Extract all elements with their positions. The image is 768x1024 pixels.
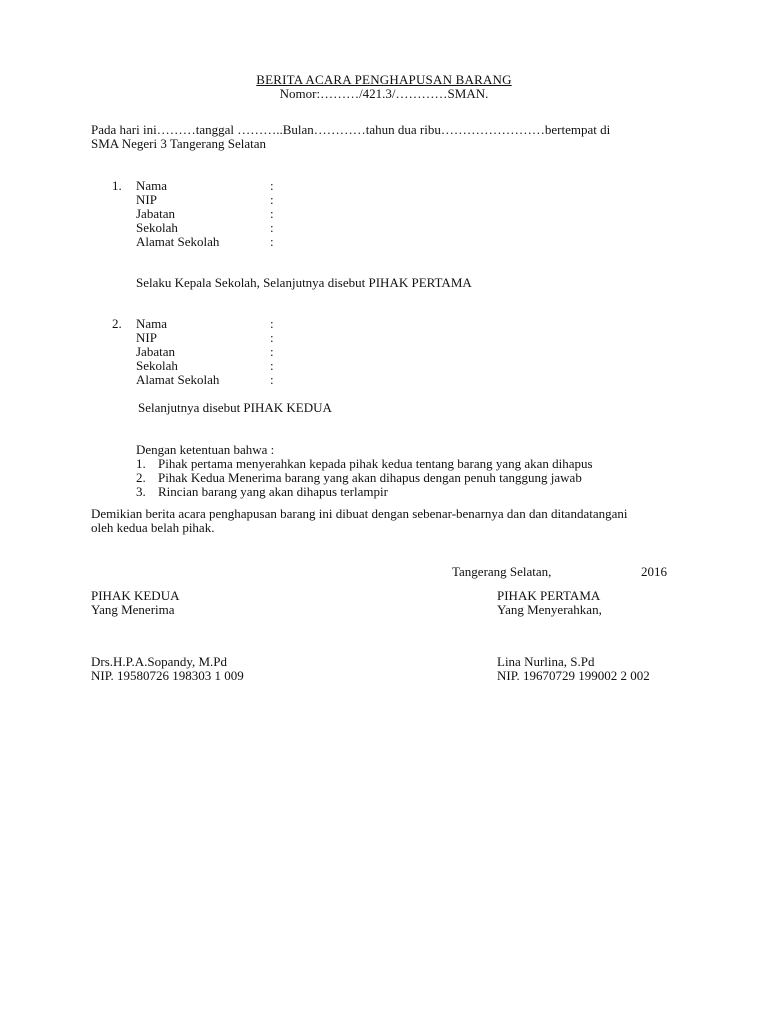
intro-line-1: Pada hari ini………tanggal ………..Bulan…………tahun dua ribu……………………bertempat di bbox=[91, 122, 611, 137]
party-1-statement: Selaku Kepala Sekolah, Selanjutnya disebut PIHAK PERTAMA bbox=[136, 275, 472, 290]
signing-place: Tangerang Selatan, bbox=[452, 564, 552, 579]
party-2-field-label: Sekolah bbox=[136, 358, 178, 373]
document-number: Nomor:………/421.3/…………SMAN. bbox=[279, 86, 489, 101]
signature-left-subtitle: Yang Menerima bbox=[91, 602, 175, 617]
party-1-field-label: Nama bbox=[136, 178, 168, 193]
signature-right-role: PIHAK PERTAMA bbox=[497, 588, 601, 603]
party-2-statement: Selanjutnya disebut PIHAK KEDUA bbox=[138, 400, 332, 415]
signature-left-role: PIHAK KEDUA bbox=[91, 588, 180, 603]
terms-item-text: Pihak pertama menyerahkan kepada pihak kedua tentang barang yang akan dihapus bbox=[158, 456, 593, 471]
signing-year: 2016 bbox=[641, 564, 667, 579]
party-1-field-colon: : bbox=[270, 178, 274, 193]
party-1-field-colon: : bbox=[270, 206, 274, 221]
signature-right-name: Lina Nurlina, S.Pd bbox=[497, 654, 595, 669]
party-1-field-label: Sekolah bbox=[136, 220, 178, 235]
signature-right-subtitle: Yang Menyerahkan, bbox=[497, 602, 602, 617]
terms-item-text: Rincian barang yang akan dihapus terlampir bbox=[158, 484, 388, 499]
party-1-field-label: Jabatan bbox=[136, 206, 175, 221]
party-2-number: 2. bbox=[112, 316, 122, 331]
party-2-field-colon: : bbox=[270, 358, 274, 373]
party-1-number: 1. bbox=[112, 178, 122, 193]
party-2-field-label: NIP bbox=[136, 330, 157, 345]
party-2-field-label: Alamat Sekolah bbox=[136, 372, 220, 387]
party-1-field-colon: : bbox=[270, 234, 274, 249]
party-1-field-colon: : bbox=[270, 220, 274, 235]
signature-left-nip: NIP. 19580726 198303 1 009 bbox=[91, 668, 244, 683]
signature-right-nip: NIP. 19670729 199002 2 002 bbox=[497, 668, 650, 683]
party-2-field-colon: : bbox=[270, 372, 274, 387]
terms-item-number: 3. bbox=[136, 484, 146, 499]
document-title: BERITA ACARA PENGHAPUSAN BARANG bbox=[256, 72, 512, 87]
terms-item-number: 1. bbox=[136, 456, 146, 471]
party-1-field-colon: : bbox=[270, 192, 274, 207]
signature-left-name: Drs.H.P.A.Sopandy, M.Pd bbox=[91, 654, 228, 669]
party-2-field-colon: : bbox=[270, 316, 274, 331]
terms-item-number: 2. bbox=[136, 470, 146, 485]
closing-line-2: oleh kedua belah pihak. bbox=[91, 520, 215, 535]
party-2-field-label: Nama bbox=[136, 316, 168, 331]
terms-heading: Dengan ketentuan bahwa : bbox=[136, 442, 275, 457]
party-1-field-label: Alamat Sekolah bbox=[136, 234, 220, 249]
intro-line-2: SMA Negeri 3 Tangerang Selatan bbox=[91, 136, 267, 151]
party-2-field-colon: : bbox=[270, 344, 274, 359]
party-1-field-label: NIP bbox=[136, 192, 157, 207]
party-2-field-colon: : bbox=[270, 330, 274, 345]
terms-item-text: Pihak Kedua Menerima barang yang akan dihapus dengan penuh tanggung jawab bbox=[158, 470, 582, 485]
closing-line-1: Demikian berita acara penghapusan barang ini dibuat dengan sebenar-benarnya dan dan ditandatangani bbox=[91, 506, 628, 521]
party-2-field-label: Jabatan bbox=[136, 344, 175, 359]
